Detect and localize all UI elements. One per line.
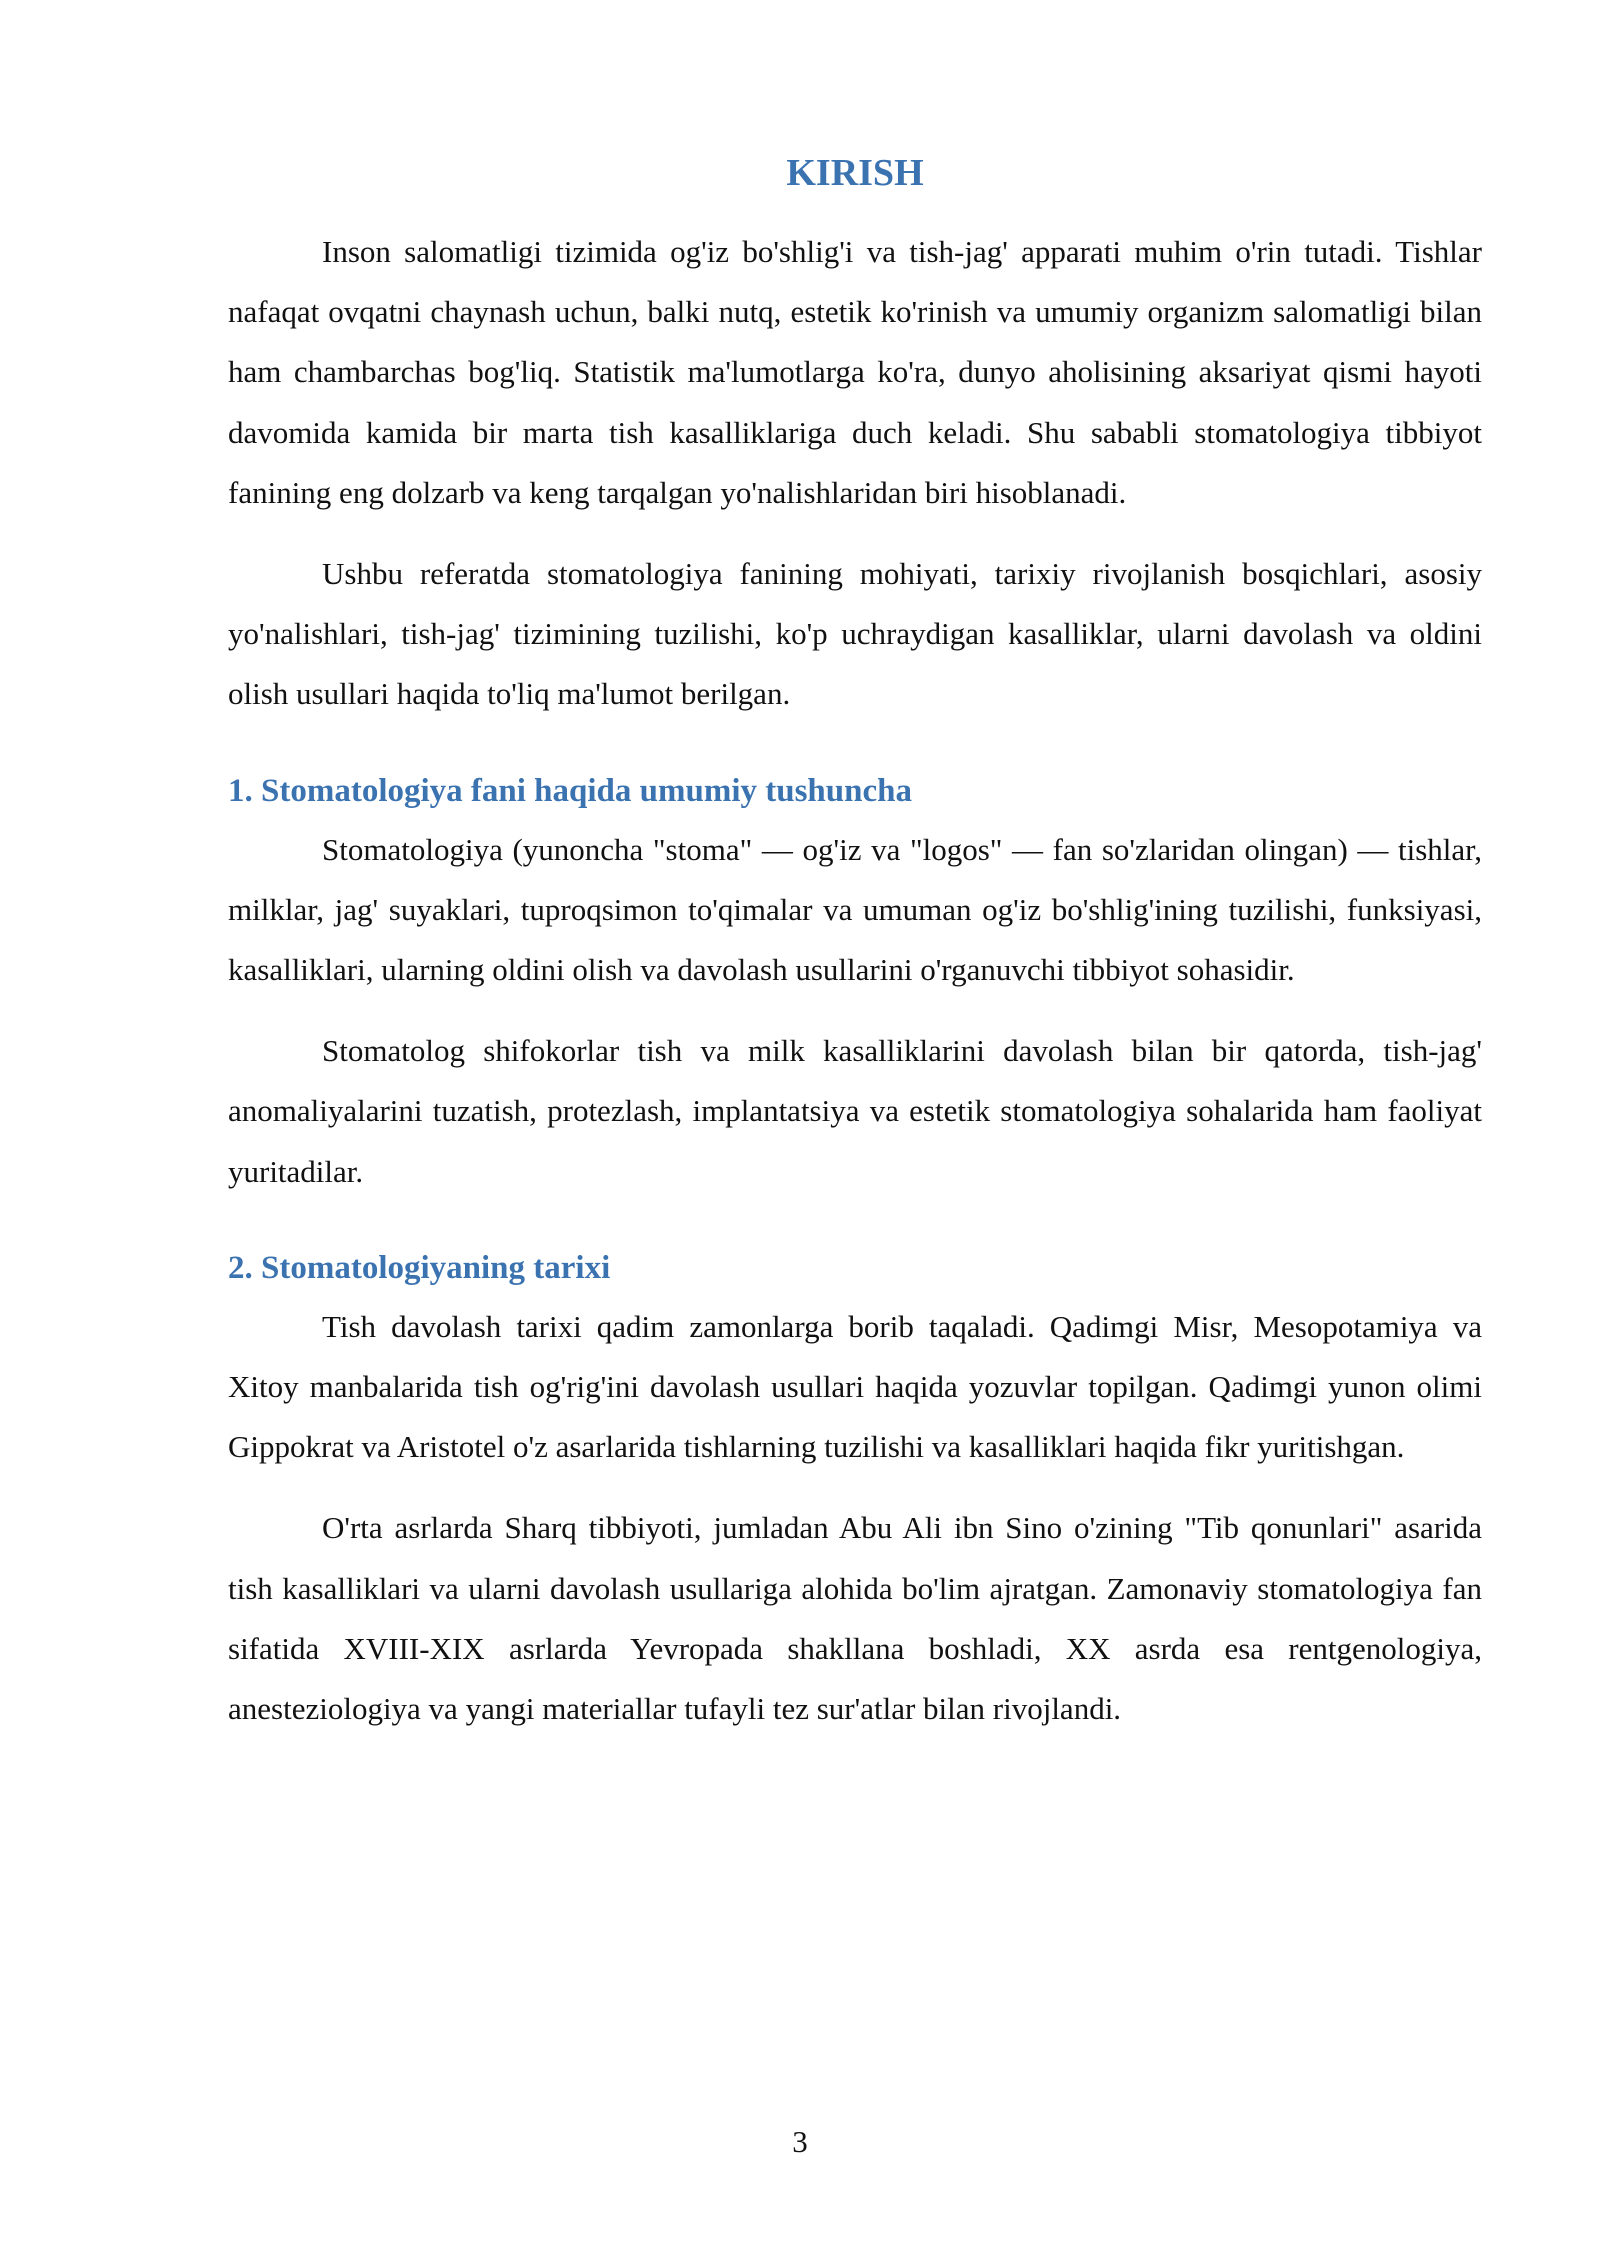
section-2-paragraph-1: Tish davolash tarixi qadim zamonlarga borib taqaladi. Qadimgi Misr, Mesopotamiya va Xitoy manbalarida tish og'rig'ini davolash usullari haqida yozuvlar topilgan. Qadimgi yunon olimi Gippokrat va Aristotel o'z asarlarida tishlarning tuzilishi va kasalliklari haqida fikr yuritishgan. [228, 1308, 1482, 1465]
section-heading-1: 1. Stomatologiya fani haqida umumiy tushuncha [228, 772, 912, 809]
document-page [228, 130, 1482, 1760]
intro-paragraph-2: Ushbu referatda stomatologiya fanining mohiyati, tarixiy rivojlanish bosqichlari, asosiy yo'nalishlari, tish-jag' tizimining tuzilishi, ko'p uchraydigan kasalliklar, ularni davolash va oldini olish usullari haqida to'liq ma'lumot berilgan. [228, 556, 1482, 712]
section-1-paragraph-2: Stomatolog shifokorlar tish va milk kasalliklarini davolash bilan bir qatorda, tish-jag' anomaliyalarini tuzatish, protezlash, implantatsiya va estetik stomatologiya sohalarida ham faoliyat yuritadilar. [228, 1033, 1482, 1189]
page-number: 3 [792, 2124, 808, 2159]
section-1-paragraph-1: Stomatologiya (yunoncha "stoma" — og'iz va "logos" — fan so'zlaridan olingan) — tishlar, milklar, jag' suyaklari, tuproqsimon to'qimalar va umuman og'iz bo'shlig'ining tuzilishi, funksiyasi, kasalliklari, ularning oldini olish va davolash usullarini o'rganuvchi tibbiyot sohasidir. [228, 831, 1482, 988]
page-title: KIRISH [786, 152, 924, 194]
section-2-paragraph-2: O'rta asrlarda Sharq tibbiyoti, jumladan Abu Ali ibn Sino o'zining "Tib qonunlari" asarida tish kasalliklari va ularni davolash usullariga alohida bo'lim ajratgan. Zamonaviy stomatologiya fan sifatida XVIII-XIX asrlarda Yevropada shakllana boshladi, XX asrda esa rentgenologiya, anesteziologiya va yangi materiallar tufayli tez sur'atlar bilan rivojlandi. [228, 1510, 1482, 1727]
section-heading-2: 2. Stomatologiyaning tarixi [228, 1249, 611, 1286]
intro-paragraph-1: Inson salomatligi tizimida og'iz bo'shlig'i va tish-jag' apparati muhim o'rin tutadi. Tishlar nafaqat ovqatni chaynash uchun, balki nutq, estetik ko'rinish va umumiy organizm salomatligi bilan ham chambarchas bog'liq. Statistik ma'lumotlarga ko'ra, dunyo aholisining aksariyat qismi hayoti davomida kamida bir marta tish kasalliklariga duch keladi. Shu sababli stomatologiya tibbiyot fanining eng dolzarb va keng tarqalgan yo'nalishlaridan biri hisoblanadi. [228, 234, 1482, 510]
